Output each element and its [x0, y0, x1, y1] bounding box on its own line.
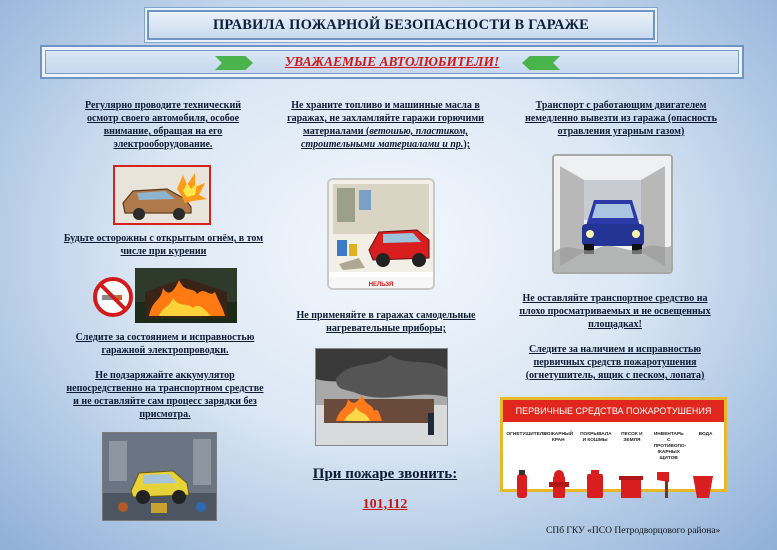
car-exhaust-image: [552, 154, 673, 274]
blanket-icon: [587, 470, 603, 498]
hydrant-icon: [549, 470, 569, 498]
panel-label: ПЕСОК И ЗЕМЛЯ: [621, 432, 643, 443]
fire-equipment-panel: [500, 397, 727, 492]
wiring-text: Следите за состоянием и исправностью гаражной электропроводки.: [75, 332, 255, 356]
burning-garage-image: [135, 268, 237, 323]
running-engine-text: Транспорт с работающим двигателем немедленно вывезти из гаража (опасность отравления угарным газом): [525, 100, 717, 137]
parking-text: Не оставляйте транспортное средство на плохо просматриваемых и не освещенных площадках!: [519, 293, 711, 330]
page-title: ПРАВИЛА ПОЖАРНОЙ БЕЗОПАСНОСТИ В ГАРАЖЕ: [212, 16, 590, 33]
forbidden-label: НЕЛЬЗЯ: [329, 277, 433, 290]
garage-battery-image: [102, 432, 217, 521]
panel-label: ПОЖАРНЫЙ КРАН: [543, 432, 574, 443]
page-subtitle: УВАЖАЕМЫЕ АВТОЛЮБИТЕЛИ!: [284, 54, 500, 69]
subtitle-banner: [40, 45, 744, 79]
panel-labels: [503, 432, 724, 462]
panel-label: ОГНЕТУШИТЕЛЬ: [506, 432, 547, 437]
title-banner: [147, 10, 655, 40]
no-smoking-icon: [93, 277, 133, 317]
axe-icon: [657, 472, 669, 498]
homemade-heaters-text: Не применяйте в гаражах самодельные нагревательные приборы;: [296, 310, 476, 334]
car-fire-image: [113, 165, 211, 225]
tech-inspection-text: Регулярно проводите технический осмотр своего автомобиля, особое внимание, обращая на его электрооборудование.: [85, 100, 241, 150]
emergency-phone: 101,112: [362, 497, 408, 512]
panel-label: ИНВЕНТАРЬ С ПРОТИВОПО-ЖАРНЫХ ЩИТОВ: [653, 432, 687, 461]
fuel-storage-text: Не храните топливо и машинные масла в гаражах, не захламляйте гаражи горючими материалами (ветошью, пластиком, строительными материалами и пр.);: [287, 100, 484, 150]
footer-organization: СПб ГКУ «ПСО Петродворцового района»: [546, 526, 721, 536]
extinguisher-icon: [517, 470, 527, 498]
cluttered-garage-image: [327, 178, 435, 290]
panel-title: ПЕРВИЧНЫЕ СРЕДСТВА ПОЖАРОТУШЕНИЯ: [503, 400, 724, 422]
bucket-icon: [693, 476, 713, 498]
garage-fire-photo: [315, 348, 448, 446]
battery-charging-text: Не подзаряжайте аккумулятор непосредственно на транспортном средстве и не оставляйте сам процесс зарядки без присмотра.: [66, 370, 264, 420]
panel-label: ВОДА: [698, 432, 713, 437]
call-heading: При пожаре звонить:: [312, 466, 458, 482]
sand-box-icon: [619, 476, 643, 498]
equipment-icons: [503, 466, 724, 502]
panel-label: ПОКРЫВАЛА И КОШМЫ: [580, 432, 612, 443]
open-fire-text: Будьте осторожны с открытым огнём, в том числе при курении: [63, 233, 264, 257]
extinguishers-text: Следите за наличием и исправностью первичных средств пожаротушения (огнетушитель, ящик с песком, лопата): [525, 344, 705, 381]
